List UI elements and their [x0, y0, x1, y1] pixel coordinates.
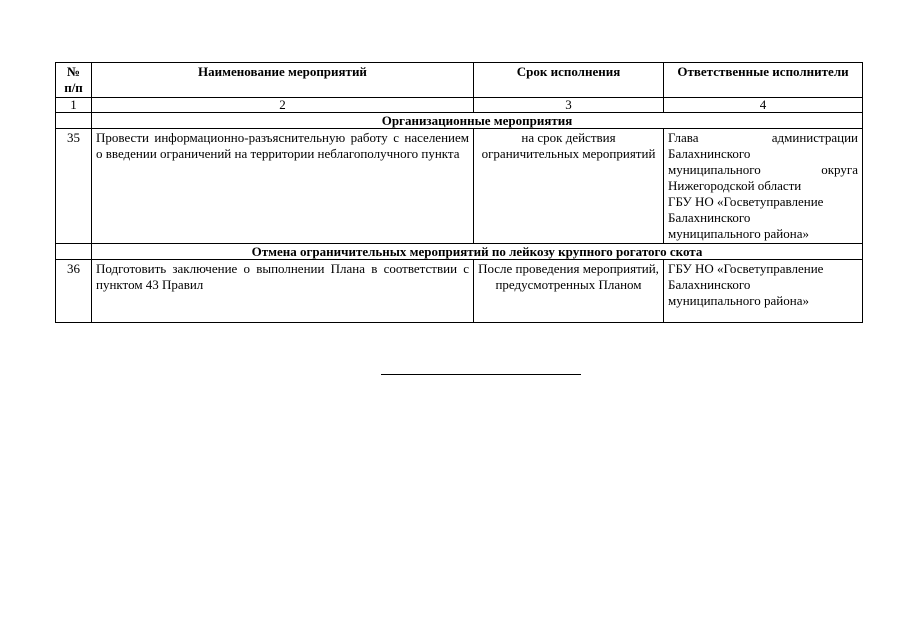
- section-row: [56, 113, 863, 129]
- event-name: Подготовить заключение о выполнении Плана в соответствии с пунктом 43 Правил: [92, 260, 474, 323]
- event-deadline: После проведения мероприятий, предусмотренных Планом: [474, 260, 664, 323]
- table-row: [56, 129, 863, 244]
- responsible-line: ГБУ НО «Госветуправление: [668, 194, 824, 209]
- column-index: 4: [664, 98, 863, 113]
- responsible-line: Балахнинского: [668, 277, 751, 292]
- column-index: 3: [474, 98, 664, 113]
- event-name: Провести информационно-разъяснительную работу с населением о введении ограничений на территории неблагополучного пункта: [92, 129, 474, 244]
- responsible-line: Балахнинского: [668, 210, 751, 225]
- column-index: 1: [56, 98, 92, 113]
- header-num: № п/п: [56, 63, 92, 98]
- responsible-line: Балахнинского: [668, 146, 751, 161]
- section-title-cancellation: Отмена ограничительных мероприятий по лейкозу крупного рогатого скота: [92, 244, 863, 260]
- section-title-organizational: Организационные мероприятия: [92, 113, 863, 129]
- responsible-line: муниципального района»: [668, 226, 809, 241]
- header-name: Наименование мероприятий: [92, 63, 474, 98]
- column-index: 2: [92, 98, 474, 113]
- section-row: [56, 244, 863, 260]
- event-responsible: [664, 129, 863, 244]
- responsible-line: муниципального района»: [668, 293, 809, 308]
- header-deadline: Срок исполнения: [474, 63, 664, 98]
- responsible-line: Глава администрации: [668, 130, 858, 145]
- responsible-line: Нижегородской области: [668, 178, 802, 193]
- responsible-line: ГБУ НО «Госветуправление: [668, 261, 824, 276]
- section-spacer: [56, 244, 92, 260]
- column-index-row: [56, 98, 863, 113]
- table-row: [56, 260, 863, 323]
- closing-rule-divider: [381, 374, 581, 375]
- header-row: [56, 63, 863, 98]
- event-deadline: на срок действия ограничительных мероприятий: [474, 129, 664, 244]
- responsible-line: муниципального округа: [668, 162, 858, 177]
- header-responsible: Ответственные исполнители: [664, 63, 863, 98]
- row-number: 36: [56, 260, 92, 323]
- row-number: 35: [56, 129, 92, 244]
- event-responsible: [664, 260, 863, 323]
- section-spacer: [56, 113, 92, 129]
- events-plan-table: [55, 62, 863, 323]
